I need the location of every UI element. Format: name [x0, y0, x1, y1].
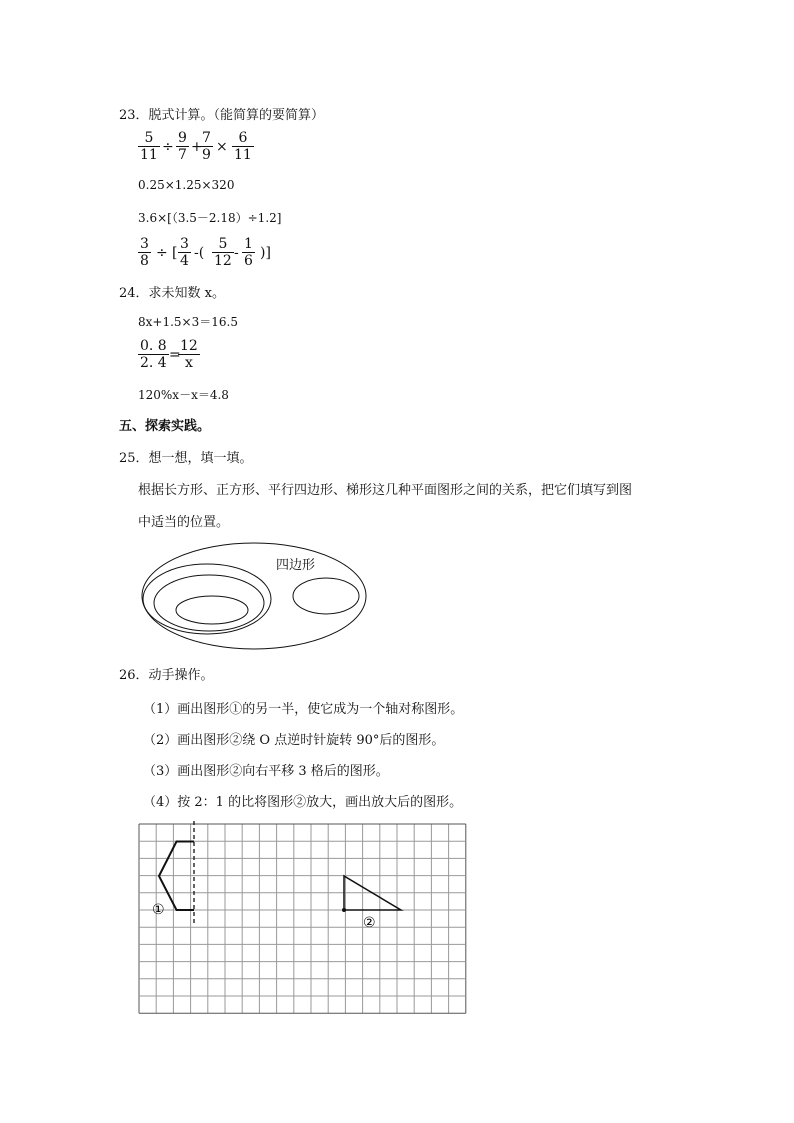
fraction: 3 4 — [180, 236, 189, 269]
operator: - — [234, 245, 239, 261]
operator: ÷ — [156, 245, 168, 261]
fraction: 5 12 — [214, 236, 232, 269]
q26-title: 26．动手操作。 — [119, 668, 214, 683]
equals-sign: = — [169, 347, 181, 363]
outer-ellipse — [142, 543, 366, 649]
q23-title: 23．脱式计算。（能简算的要简算） — [119, 108, 325, 123]
bracket: [ — [172, 245, 178, 261]
quadrilateral-venn-diagram — [138, 540, 370, 652]
fraction: 0. 8 2. 4 — [140, 338, 167, 371]
operator: × — [216, 139, 228, 155]
operator: ÷ — [162, 139, 174, 155]
bracket: )] — [260, 245, 271, 261]
shape-1-label: ① — [152, 902, 165, 918]
fraction: 6 11 — [234, 130, 252, 163]
small-ellipse — [176, 596, 248, 624]
fraction: 7 9 — [202, 130, 211, 163]
fraction: 5 11 — [140, 130, 158, 163]
q26-item-2: （2）画出图形②绕 O 点逆时针旋转 90°后的图形。 — [143, 733, 445, 748]
q24-title: 24．求未知数 x。 — [119, 286, 226, 301]
fraction: 9 7 — [178, 130, 187, 163]
q25-description-line-2: 中适当的位置。 — [138, 515, 230, 530]
right-ellipse — [293, 578, 359, 614]
grid-lines — [139, 824, 466, 1013]
fraction: 1 6 — [244, 236, 253, 269]
q25-description-line-1: 根据长方形、正方形、平行四边形、梯形这几种平面图形之间的关系，把它们填写到图 — [138, 483, 633, 498]
q23-expression-3: 3.6×[（3.5－2.18）÷1.2] — [138, 211, 282, 225]
q26-item-1: （1）画出图形①的另一半，使它成为一个轴对称图形。 — [143, 702, 464, 717]
operator: -( — [194, 245, 205, 261]
middle-ellipse — [154, 575, 264, 631]
q24-equation-1: 8x+1.5×3＝16.5 — [138, 315, 238, 329]
section-5-heading: 五、探索实践。 — [119, 419, 211, 434]
quadrilateral-label: 四边形 — [276, 558, 316, 573]
operator: + — [191, 139, 203, 155]
q23-expression-2: 0.25×1.25×320 — [138, 178, 235, 192]
fraction: 12 x — [180, 338, 198, 371]
q26-item-3: （3）画出图形②向右平移 3 格后的图形。 — [143, 764, 389, 779]
q25-title: 25．想一想，填一填。 — [119, 451, 253, 466]
q26-item-4: （4）按 2：1 的比将图形②放大，画出放大后的图形。 — [143, 795, 463, 810]
grid-area — [130, 815, 482, 1020]
q24-equation-3: 120%x－x＝4.8 — [138, 388, 229, 402]
shape-2-label: ② — [363, 915, 376, 931]
point-o — [342, 908, 346, 912]
fraction: 3 8 — [140, 236, 149, 269]
